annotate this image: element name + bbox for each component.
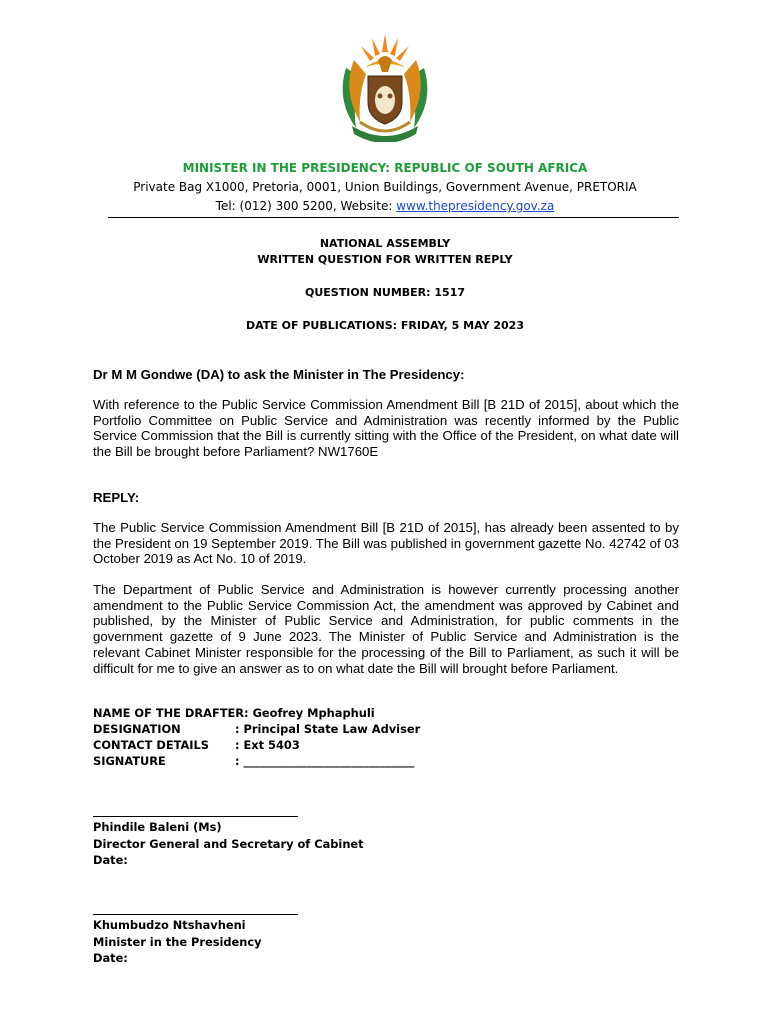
question-number: QUESTION NUMBER: 1517 [305,286,465,299]
reply-heading: REPLY: [93,490,140,505]
reply-paragraph-2: The Department of Public Service and Administration is however currently processing another amendment to the Public Service Commission Act, the amendment was approved by Cabinet and published, by the Minister of Public Service and Administration, for public comments in the government gazette of 9 June 2023. The Minister of Public Service and Administration is the relevant Cabinet Minister responsible for the processing of the Bill to Parliament, as such it will be difficult for me to give an answer as to on what date the Bill will brought before Parliament. [93,582,679,676]
reply-paragraph-1: The Public Service Commission Amendment Bill [B 21D of 2015], has already been assented to by the President on 19 September 2019. The Bill was published in government gazette No. 42742 of 03 October 2019 as Act No. 10 of 2019. [93,520,679,567]
drafter-contact-value: : Ext 5403 [235,738,300,752]
drafter-name: NAME OF THE DRAFTER: Geofrey Mphaphuli [93,706,375,720]
letterhead-contact [0,199,770,213]
signatory2-name: Khumbudzo Ntshavheni [93,918,246,932]
coat-of-arms-logo [332,30,438,142]
letterhead-address: Private Bag X1000, Pretoria, 0001, Union Buildings, Government Avenue, PRETORIA [133,180,637,194]
ministry-title: MINISTER IN THE PRESIDENCY: REPUBLIC OF SOUTH AFRICA [182,161,588,175]
drafter-contact-label: CONTACT DETAILS [93,738,210,752]
publication-date: DATE OF PUBLICATIONS: FRIDAY, 5 MAY 2023 [246,319,524,332]
signature-line-1 [93,816,298,817]
website-link[interactable]: www.thepresidency.gov.za [396,199,555,213]
telephone-text: Tel: (012) 300 5200, Website: [215,199,397,213]
question-heading: Dr M M Gondwe (DA) to ask the Minister in The Presidency: [93,367,465,382]
signatory2-title: Minister in the Presidency [93,935,262,949]
signatory1-title: Director General and Secretary of Cabinet [93,837,364,851]
signatory2-date: Date: [93,951,128,965]
signatory1-date: Date: [93,853,128,867]
drafter-designation-value: : Principal State Law Adviser [235,722,421,736]
header-divider [108,217,679,218]
question-type-label: WRITTEN QUESTION FOR WRITTEN REPLY [257,253,513,266]
question-text: With reference to the Public Service Commission Amendment Bill [B 21D of 2015], about which the Portfolio Committee on Public Service and Administration was recently informed by the Public Service Commission that the Bill is currently sitting with the Office of the President, on what date will the Bill be brought before Parliament? NW1760E [93,397,679,460]
signature-line-2 [93,914,298,915]
drafter-designation-label: DESIGNATION [93,722,181,736]
drafter-signature-line: : ______________________________ [235,754,415,768]
signatory1-name: Phindile Baleni (Ms) [93,820,222,834]
house-label: NATIONAL ASSEMBLY [319,237,451,250]
drafter-signature-label: SIGNATURE [93,754,166,768]
